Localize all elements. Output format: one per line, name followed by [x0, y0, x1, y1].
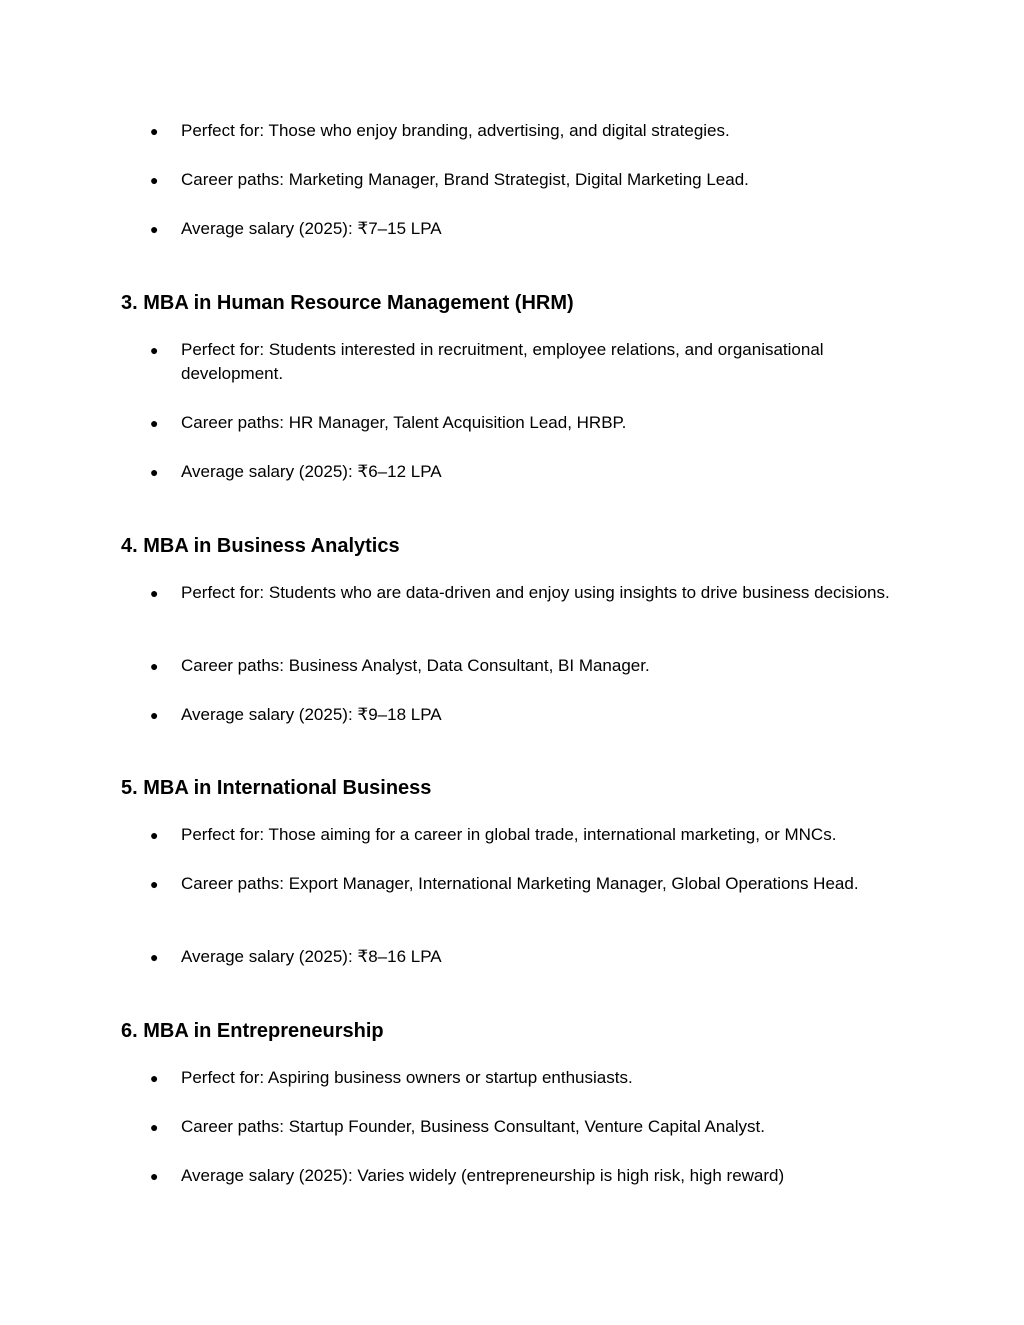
list-item — [150, 1164, 900, 1188]
bullet-icon: ● — [150, 876, 159, 892]
bullet-icon: ● — [150, 1168, 159, 1184]
bullet-text: Career paths: Business Analyst, Data Consultant, BI Manager. — [181, 656, 650, 675]
list-item — [150, 338, 900, 386]
bullet-text: Perfect for: Students interested in recruitment, employee relations, and organisational development. — [181, 340, 824, 383]
bullet-text: Career paths: Export Manager, International Marketing Manager, Global Operations Head. — [181, 874, 859, 893]
list-item — [150, 654, 900, 678]
bullet-text: Average salary (2025): ₹7–15 LPA — [181, 219, 442, 238]
list-item — [150, 581, 900, 605]
list-item — [150, 1066, 900, 1090]
list-item — [150, 1115, 900, 1139]
bullet-icon: ● — [150, 415, 159, 431]
section-heading: 5. MBA in International Business — [121, 777, 432, 799]
bullet-icon: ● — [150, 827, 159, 843]
list-item — [150, 460, 900, 484]
bullet-text: Average salary (2025): ₹8–16 LPA — [181, 947, 442, 966]
bullet-text: Career paths: HR Manager, Talent Acquisition Lead, HRBP. — [181, 413, 627, 432]
bullet-icon: ● — [150, 123, 159, 139]
section-heading: 6. MBA in Entrepreneurship — [121, 1020, 384, 1042]
list-item — [150, 872, 900, 896]
bullet-text: Average salary (2025): ₹6–12 LPA — [181, 462, 442, 481]
bullet-icon: ● — [150, 585, 159, 601]
section-heading: 3. MBA in Human Resource Management (HRM) — [121, 292, 574, 314]
bullet-text: Perfect for: Those aiming for a career in global trade, international marketing, or MNCs. — [181, 825, 837, 844]
bullet-icon: ● — [150, 464, 159, 480]
list-item — [150, 168, 900, 192]
bullet-icon: ● — [150, 949, 159, 965]
bullet-text: Perfect for: Those who enjoy branding, advertising, and digital strategies. — [181, 121, 730, 140]
list-item — [150, 217, 900, 241]
bullet-text: Average salary (2025): ₹9–18 LPA — [181, 705, 442, 724]
bullet-icon: ● — [150, 342, 159, 358]
bullet-text: Perfect for: Aspiring business owners or startup enthusiasts. — [181, 1068, 633, 1087]
bullet-text: Perfect for: Students who are data-driven and enjoy using insights to drive business decisions. — [181, 583, 890, 602]
list-item — [150, 945, 900, 969]
bullet-icon: ● — [150, 1119, 159, 1135]
bullet-icon: ● — [150, 658, 159, 674]
bullet-icon: ● — [150, 1070, 159, 1086]
list-item — [150, 411, 900, 435]
list-item — [150, 823, 900, 847]
bullet-icon: ● — [150, 172, 159, 188]
bullet-text: Career paths: Marketing Manager, Brand Strategist, Digital Marketing Lead. — [181, 170, 749, 189]
list-item — [150, 119, 900, 143]
bullet-text: Average salary (2025): Varies widely (entrepreneurship is high risk, high reward) — [181, 1166, 785, 1185]
bullet-icon: ● — [150, 221, 159, 237]
section-heading: 4. MBA in Business Analytics — [121, 535, 400, 557]
bullet-text: Career paths: Startup Founder, Business Consultant, Venture Capital Analyst. — [181, 1117, 766, 1136]
list-item — [150, 703, 900, 727]
bullet-icon: ● — [150, 707, 159, 723]
